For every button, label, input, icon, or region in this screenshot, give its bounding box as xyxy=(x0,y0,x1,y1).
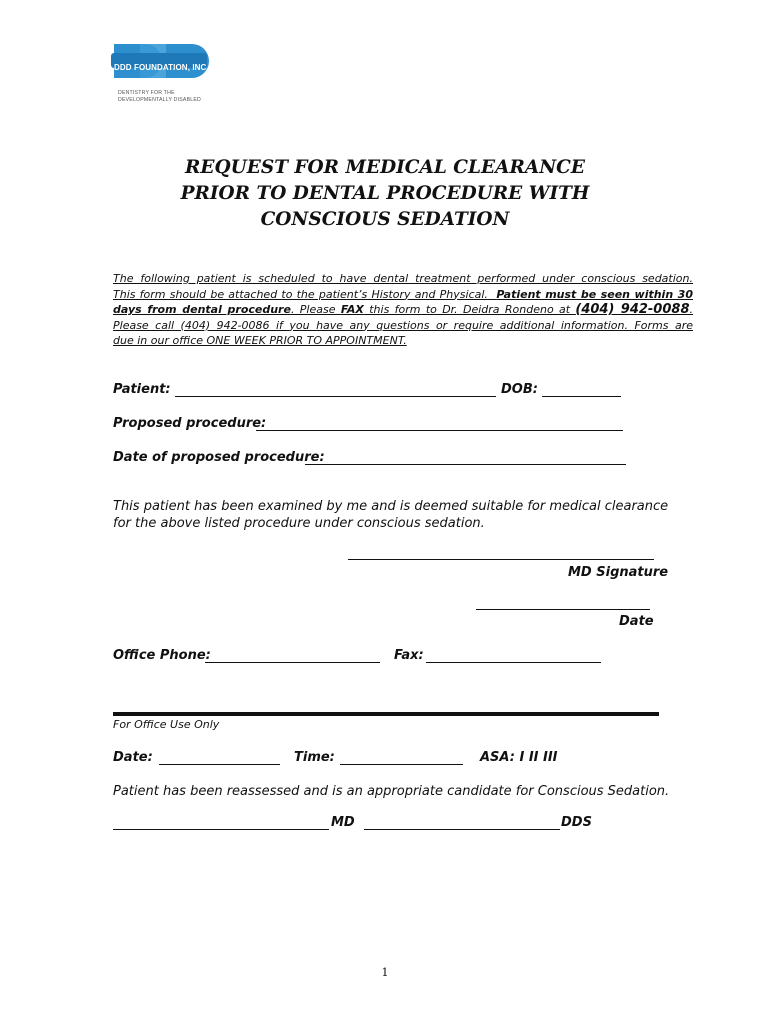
md-sign-label: MD xyxy=(331,815,355,830)
title-line-1: REQUEST FOR MEDICAL CLEARANCE xyxy=(185,157,585,178)
date-of-procedure-field[interactable] xyxy=(305,464,626,465)
patient-label: Patient: xyxy=(113,382,171,397)
office-date-field[interactable] xyxy=(159,764,280,765)
reassessed-statement: Patient has been reassessed and is an appropriate candidate for Conscious Sedation. xyxy=(113,784,670,799)
intro-fax-text: this form to Dr. Deidra Rondeno at xyxy=(363,303,576,316)
logo-tagline-line-2: DEVELOPMENTALLY DISABLED xyxy=(118,97,201,103)
office-phone-field[interactable] xyxy=(205,662,380,663)
logo-tagline-line-1: DENTISTRY FOR THE xyxy=(118,90,175,96)
intro-line-2 xyxy=(113,287,693,303)
intro-line-5: due in our office ONE WEEK PRIOR TO APPOINTMENT. xyxy=(113,334,407,347)
form-title xyxy=(0,155,770,233)
signature-date-field[interactable] xyxy=(476,609,650,610)
office-time-label: Time: xyxy=(294,750,335,765)
dds-sign-field[interactable] xyxy=(364,829,560,830)
patient-field[interactable] xyxy=(175,396,496,397)
intro-line-1: The following patient is scheduled to have dental treatment performed under conscious sedation. xyxy=(113,272,693,285)
office-time-field[interactable] xyxy=(340,764,463,765)
intro-fax-number: (404) 942-0088 xyxy=(575,302,690,317)
intro-line-4: Please call (404) 942-0086 if you have any questions or require additional information. Forms are xyxy=(113,318,693,332)
intro-line-2-text: This form should be attached to the patient’s History and Physical. xyxy=(113,287,488,301)
statement-line-2: for the above listed procedure under conscious sedation. xyxy=(113,516,485,531)
statement-line-1: This patient has been examined by me and is deemed suitable for medical clearance xyxy=(113,499,669,514)
logo-name: DDD FOUNDATION, INC. xyxy=(114,63,209,72)
ddd-foundation-logo xyxy=(110,44,220,114)
intro-paragraph xyxy=(113,271,693,349)
fax-label: Fax: xyxy=(394,648,424,663)
title-line-3: CONSCIOUS SEDATION xyxy=(260,209,510,230)
intro-line-3 xyxy=(113,302,693,318)
office-date-label: Date: xyxy=(113,750,153,765)
fax-field[interactable] xyxy=(426,662,601,663)
office-use-divider xyxy=(113,712,659,716)
md-signature-label: MD Signature xyxy=(568,565,669,580)
md-sign-field[interactable] xyxy=(113,829,329,830)
logo-tagline xyxy=(118,90,201,104)
intro-line-2-bold: Patient must be seen within 30 xyxy=(496,287,693,301)
dob-field[interactable] xyxy=(542,396,621,397)
dob-label: DOB: xyxy=(501,382,538,397)
intro-fax-bold: FAX xyxy=(340,303,364,316)
proposed-procedure-field[interactable] xyxy=(256,430,623,431)
proposed-procedure-label: Proposed procedure: xyxy=(113,416,267,431)
asa-label: ASA: I II III xyxy=(480,750,558,765)
office-phone-label: Office Phone: xyxy=(113,648,211,663)
intro-please: . Please xyxy=(290,303,341,316)
title-line-2: PRIOR TO DENTAL PROCEDURE WITH xyxy=(180,183,590,204)
date-of-procedure-label: Date of proposed procedure: xyxy=(113,450,325,465)
dds-sign-label: DDS xyxy=(561,815,592,830)
intro-days-bold: days from dental procedure xyxy=(113,303,291,316)
intro-period: . xyxy=(689,303,693,316)
md-signature-field[interactable] xyxy=(348,559,654,560)
signature-date-label: Date xyxy=(619,614,654,629)
page-number: 1 xyxy=(381,966,389,979)
office-use-heading: For Office Use Only xyxy=(113,718,220,731)
